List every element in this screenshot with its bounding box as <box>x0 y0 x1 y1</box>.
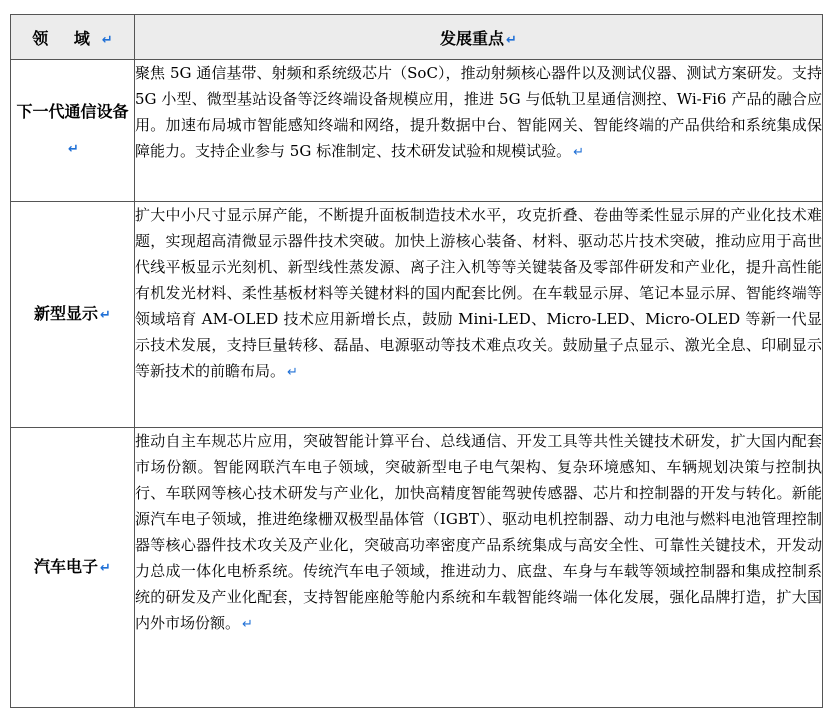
row-focus-text: 聚焦 5G 通信基带、射频和系统级芯片（SoC），推动射频核心器件以及测试仪器、测试方案研发。支持 5G 小型、微型基站设备等泛终端设备规模应用，推进 5G 与低轨卫星通信测控、Wi-Fi6 产品的融合应用。加速布局城市智能感知终端和网络，提升数据中台、智能网关、智能终端的产品供给和系统集成保障能力。支持企业参与 5G 标准制定、技术研发试验和规模试验。 ↵ <box>135 60 823 202</box>
row-focus-text: 推动自主车规芯片应用，突破智能计算平台、总线通信、开发工具等共性关键技术研发，扩大国内配套市场份额。智能网联汽车电子领域，突破新型电子电气架构、复杂环境感知、车辆规划决策与控制执行、车联网等核心技术研发与产业化，加快高精度智能驾驶传感器、芯片和控制器的开发与转化。新能源汽车电子领域，推进绝缘栅双极型晶体管（IGBT）、驱动电机控制器、动力电池与燃料电池管理控制器等核心器件技术攻关及产业化，突破高功率密度产品系统集成与高安全性、可靠性关键技术，开发动力总成一体化电桥系统。传统汽车电子领域，推进动力、底盘、车身与车载等领域控制器和集成控制系统的研发及产业化配套，支持智能座舱等舱内系统和车载智能终端一体化发展，强化品牌打造，扩大国内外市场份额。 ↵ <box>135 428 823 708</box>
row-domain: 下一代通信设备↵ <box>11 60 135 202</box>
table-row <box>11 202 823 428</box>
paragraph-mark-icon: ↵ <box>101 32 113 48</box>
paragraph-mark-icon: ↵ <box>68 141 79 157</box>
paragraph-mark-icon: ↵ <box>100 560 111 576</box>
table-header-row <box>11 15 823 60</box>
row-domain: 汽车电子 ↵ <box>11 428 135 708</box>
paragraph-mark-icon: ↵ <box>100 307 111 323</box>
header-focus: 发展重点 ↵ <box>135 15 823 60</box>
table-row <box>11 428 823 708</box>
paragraph-mark-icon: ↵ <box>242 617 253 632</box>
row-domain: 新型显示 ↵ <box>11 202 135 428</box>
paragraph-mark-icon: ↵ <box>573 145 584 160</box>
paragraph-mark-icon: ↵ <box>287 365 298 380</box>
row-focus-text: 扩大中小尺寸显示屏产能，不断提升面板制造技术水平，攻克折叠、卷曲等柔性显示屏的产业化技术难题，实现超高清微显示器件技术突破。加快上游核心装备、材料、驱动芯片技术突破，推动应用于高世代线平板显示光刻机、新型线性蒸发源、离子注入机等等关键装备及零部件研发和产业化，提升高性能有机发光材料、柔性基板材料等关键材料的国内配套比例。在车载显示屏、笔记本显示屏、智能终端等领域培育 AM-OLED 技术应用新增长点，鼓励 Mini-LED、Micro-LED、Micro-OLED 等新一代显示技术发展，支持巨量转移、磊晶、电源驱动等技术难点攻关。鼓励量子点显示、激光全息、印刷显示等新技术的前瞻布局。 ↵ <box>135 202 823 428</box>
header-domain: 领 域 ↵ <box>11 15 135 60</box>
development-focus-table <box>10 14 823 708</box>
paragraph-mark-icon: ↵ <box>506 32 517 48</box>
table-row <box>11 60 823 202</box>
